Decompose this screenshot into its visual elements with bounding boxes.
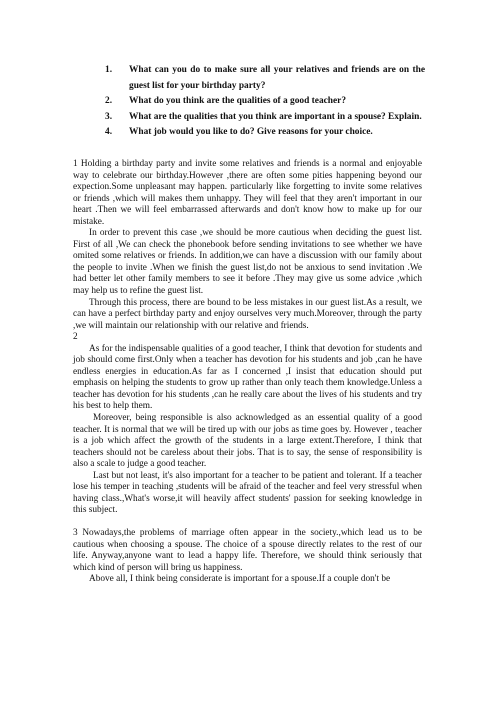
question-text: What job would you like to do? Give reasons for your choice. [129, 127, 373, 138]
question-text: What do you think are the qualities of a good teacher? [129, 96, 347, 107]
question-number: 3. [105, 111, 113, 122]
section-spacer [73, 517, 422, 528]
question-list [100, 63, 425, 141]
answer-1-paragraph-3: Through this process, there are bound to be less mistakes in our guest list.As a result, we can have a perfect birthday party and enjoy ourselves very much.Moreover, through the party ,we will maintain our relationship with our relative and friends. [73, 297, 422, 331]
answer-3-paragraph-2: Above all, I think being considerate is important for a spouse.If a couple don't be [89, 574, 391, 585]
question-text: What are the qualities that you think are important in a spouse? Explain. [129, 111, 422, 122]
question-number: 4. [105, 127, 113, 138]
answer-1-paragraph-2: In order to prevent this case ,we should be more cautious when deciding the guest list. First of all ,We can check the phonebook before sending invitations to see whether we have omited some relatives or friends. In addition,we can have a discussion with our family about the people to invite .When we finish the guest list,do not be anxious to send invitation .We had better let other family members to see it before .They may give us some advice ,which may help us to refine the guest list. [73, 228, 422, 297]
question-item [100, 110, 425, 126]
answer-2-paragraph-3: Last but not least, it's also important for a teacher to be patient and tolerant. If a teacher lose his temper in teaching ,students will be afraid of the teacher and feel very stressful when having class.,What's worse,it will heavily affect students' passion for seeking knowledge in this subject. [73, 470, 422, 516]
answer-2-paragraph-2: Moreover, being responsible is also acknowledged as an essential quality of a good teacher. It is normal that we will be tired up with our jobs as time goes by. However , teacher is a job which affect the growth of the students in a large extent.Therefore, I think that teachers should not be careless about their jobs. That is to say, the sense of responsibility is also a scale to judge a good teacher. [73, 413, 422, 470]
question-number: 1. [105, 65, 113, 75]
question-item [100, 63, 425, 94]
question-number: 2. [105, 96, 113, 107]
answers-body [73, 159, 422, 586]
question-text: What can you do to make sure all your relatives and friends are on the guest list for your birthday party? [129, 65, 425, 91]
question-item [100, 94, 425, 110]
answer-2-paragraph-1: As for the indispensable qualities of a good teacher, I think that devotion for students and job should come first.Only when a teacher has devotion for his students and job ,can he have endless energies in education.As far as I concerned ,I insist that education should put emphasis on helping the students to grow up rather than only teach them knowledge.Unless a teacher has devotion for his students ,can he really care about the lives of his students and try his best to help them. [73, 343, 422, 412]
answer-2-number: 2 [73, 332, 78, 343]
answer-1-paragraph-1: 1 Holding a birthday party and invite some relatives and friends is a normal and enjoyable way to celebrate our birthday.However ,there are often some pities happening beyond our expection.Some unpleasant may happen. particularly like forgetting to invite some relatives or friends ,which will makes them unhappy. They will feel that they aren't important in our heart .Then we will feel embarrassed afterwards and don't know how to make up for our mistake. [73, 159, 422, 227]
answer-3-paragraph-1: 3 Nowadays,the problems of marriage often appear in the society.,which lead us to be cautious when choosing a spouse. The choice of a spouse directly relates to the rest of our life. Anyway,anyone want to lead a happy life. Therefore, we should think seriously that which kind of person will bring us happiness. [73, 527, 422, 573]
question-item [100, 125, 425, 141]
